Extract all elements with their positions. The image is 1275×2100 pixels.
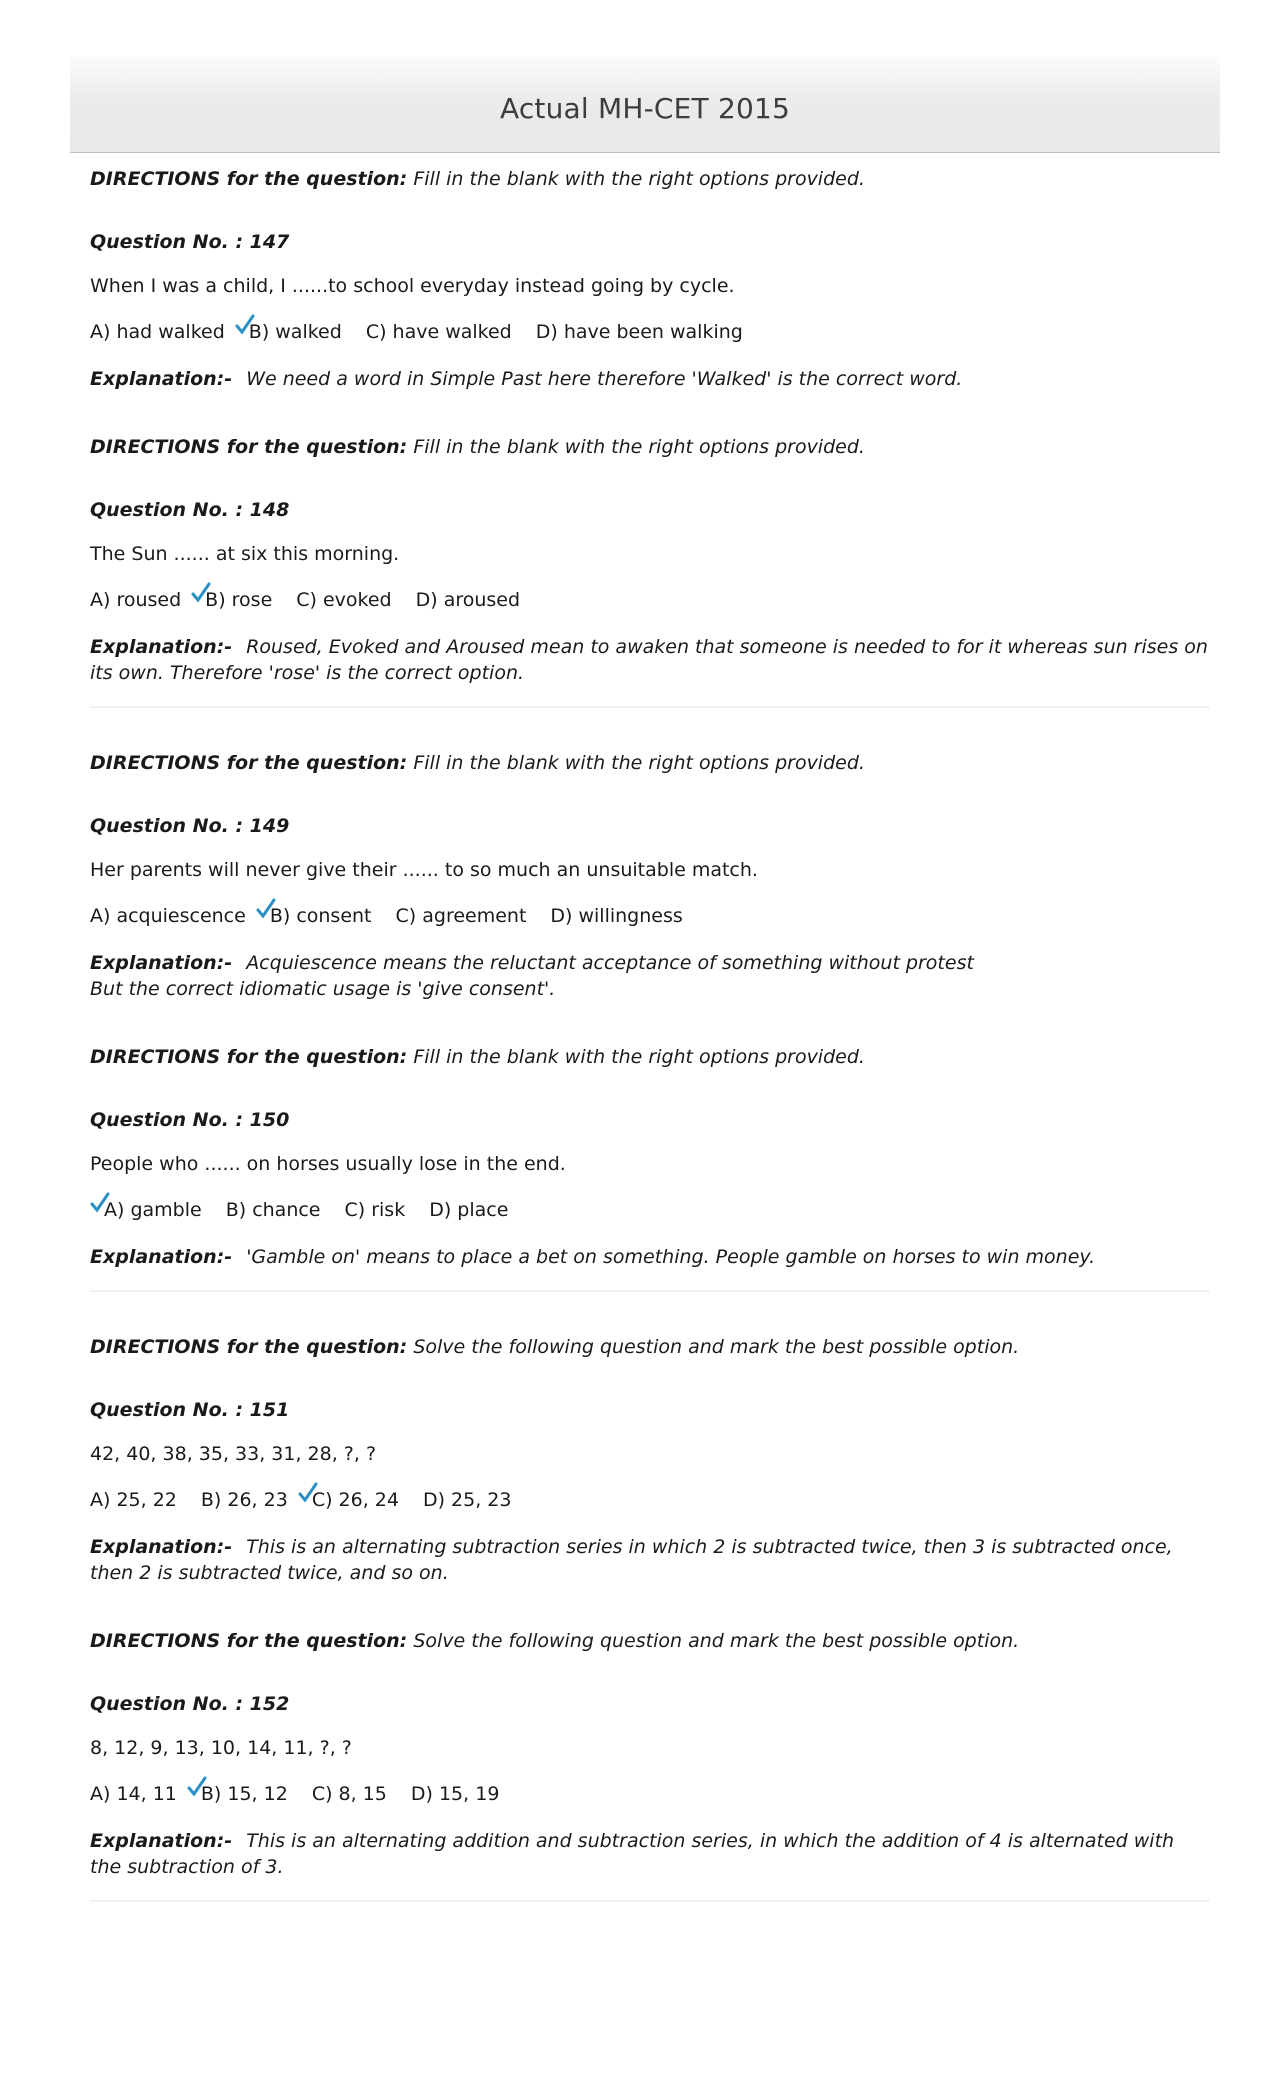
question-number: Question No. : 149 xyxy=(90,815,290,837)
option-c[interactable]: C) evoked xyxy=(296,589,392,611)
directions-label: DIRECTIONS for the question: xyxy=(90,1336,408,1358)
directions-label: DIRECTIONS for the question: xyxy=(90,752,408,774)
option-a[interactable]: A) acquiescence xyxy=(90,905,246,927)
options xyxy=(90,902,1210,930)
directions xyxy=(90,750,1210,777)
directions-label: DIRECTIONS for the question: xyxy=(90,1046,408,1068)
question-number: Question No. : 147 xyxy=(90,231,290,253)
option-c-label: C) 26, 24 xyxy=(311,1489,399,1511)
explanation xyxy=(90,1828,1210,1880)
question-block-152 xyxy=(90,1628,1210,1902)
option-a-label: A) gamble xyxy=(104,1199,202,1221)
directions-text: Fill in the blank with the right options provided. xyxy=(413,1046,865,1068)
option-c-correct[interactable] xyxy=(312,1486,399,1514)
option-b-correct[interactable] xyxy=(249,318,342,346)
option-a[interactable]: A) roused xyxy=(90,589,182,611)
option-d[interactable]: D) place xyxy=(429,1199,509,1221)
option-b[interactable]: B) 26, 23 xyxy=(200,1489,288,1511)
question-block-148 xyxy=(90,434,1210,708)
option-a[interactable]: A) 14, 11 xyxy=(90,1783,177,1805)
question-number: Question No. : 151 xyxy=(90,1399,290,1421)
option-d[interactable]: D) have been walking xyxy=(535,321,743,343)
question-block-147 xyxy=(90,166,1210,392)
option-b[interactable]: B) chance xyxy=(225,1199,321,1221)
option-a[interactable]: A) 25, 22 xyxy=(90,1489,177,1511)
question-text: When I was a child, I ......to school everyday instead going by cycle. xyxy=(90,275,735,297)
option-b-label: B) 15, 12 xyxy=(200,1783,288,1805)
options xyxy=(90,1780,1210,1808)
explanation-label: Explanation:- xyxy=(90,368,233,390)
question-text: 8, 12, 9, 13, 10, 14, 11, ?, ? xyxy=(90,1737,352,1759)
explanation-text: Acquiescence means the reluctant acceptance of something without protest xyxy=(246,952,974,974)
question-block-150 xyxy=(90,1044,1210,1292)
option-a[interactable]: A) had walked xyxy=(90,321,225,343)
directions-text: Fill in the blank with the right options provided. xyxy=(413,436,865,458)
question-block-151 xyxy=(90,1334,1210,1586)
directions xyxy=(90,1044,1210,1071)
page-title: Actual MH-CET 2015 xyxy=(499,92,791,125)
question-number: Question No. : 150 xyxy=(90,1109,290,1131)
checkmark-icon xyxy=(191,582,211,604)
checkmark-icon xyxy=(235,314,255,336)
directions-text: Fill in the blank with the right options provided. xyxy=(413,752,865,774)
directions xyxy=(90,166,1210,193)
directions-label: DIRECTIONS for the question: xyxy=(90,168,408,190)
explanation-label: Explanation:- xyxy=(90,1536,233,1558)
option-b-label: B) walked xyxy=(248,321,342,343)
option-d[interactable]: D) aroused xyxy=(415,589,521,611)
option-d[interactable]: D) 15, 19 xyxy=(410,1783,500,1805)
explanation-text-line-2: But the correct idiomatic usage is 'give consent'. xyxy=(90,978,556,1000)
directions xyxy=(90,434,1210,461)
directions xyxy=(90,1334,1210,1361)
directions xyxy=(90,1628,1210,1655)
explanation-label: Explanation:- xyxy=(90,1830,233,1852)
explanation-text: Roused, Evoked and Aroused mean to awaken that someone is needed to for it whereas sun rises on its own. Therefore 'rose' is the correct option. xyxy=(90,636,1208,684)
directions-label: DIRECTIONS for the question: xyxy=(90,436,408,458)
explanation-text: This is an alternating addition and subtraction series, in which the addition of 4 is alternated with the subtraction of 3. xyxy=(90,1830,1175,1878)
explanation xyxy=(90,1244,1210,1270)
option-c[interactable]: C) agreement xyxy=(395,905,527,927)
explanation-label: Explanation:- xyxy=(90,952,233,974)
options xyxy=(90,586,1210,614)
question-number: Question No. : 148 xyxy=(90,499,290,521)
explanation-text: 'Gamble on' means to place a bet on something. People gamble on horses to win money. xyxy=(246,1246,1096,1268)
directions-text: Solve the following question and mark the best possible option. xyxy=(413,1336,1020,1358)
option-a-correct[interactable] xyxy=(104,1196,202,1224)
explanation-text: This is an alternating subtraction series in which 2 is subtracted twice, then 3 is subtracted once, then 2 is subtracted twice, and so on. xyxy=(90,1536,1173,1584)
explanation-label: Explanation:- xyxy=(90,1246,233,1268)
explanation xyxy=(90,366,1210,392)
options xyxy=(90,1196,1210,1224)
option-d[interactable]: D) willingness xyxy=(550,905,683,927)
explanation xyxy=(90,1534,1210,1586)
explanation xyxy=(90,950,1210,1002)
explanation-text: We need a word in Simple Past here therefore 'Walked' is the correct word. xyxy=(246,368,963,390)
option-c[interactable]: C) 8, 15 xyxy=(311,1783,387,1805)
page-header xyxy=(70,56,1220,153)
question-text: The Sun ...... at six this morning. xyxy=(90,543,400,565)
checkmark-icon xyxy=(90,1192,110,1214)
checkmark-icon xyxy=(256,898,276,920)
directions-text: Fill in the blank with the right options provided. xyxy=(413,168,865,190)
question-block-149 xyxy=(90,750,1210,1002)
question-text: 42, 40, 38, 35, 33, 31, 28, ?, ? xyxy=(90,1443,377,1465)
option-b-correct[interactable] xyxy=(201,1780,288,1808)
question-text: Her parents will never give their ...... to so much an unsuitable match. xyxy=(90,859,758,881)
option-c[interactable]: C) risk xyxy=(344,1199,406,1221)
option-b-label: B) rose xyxy=(205,589,273,611)
option-b-correct[interactable] xyxy=(270,902,372,930)
explanation xyxy=(90,634,1210,686)
option-d[interactable]: D) 25, 23 xyxy=(422,1489,512,1511)
question-number: Question No. : 152 xyxy=(90,1693,290,1715)
question-list xyxy=(90,166,1210,1920)
directions-text: Solve the following question and mark the best possible option. xyxy=(413,1630,1020,1652)
option-b-correct[interactable] xyxy=(205,586,272,614)
checkmark-icon xyxy=(298,1482,318,1504)
options xyxy=(90,318,1210,346)
question-text: People who ...... on horses usually lose in the end. xyxy=(90,1153,566,1175)
option-b-label: B) consent xyxy=(269,905,372,927)
options xyxy=(90,1486,1210,1514)
explanation-label: Explanation:- xyxy=(90,636,233,658)
checkmark-icon xyxy=(187,1776,207,1798)
option-c[interactable]: C) have walked xyxy=(365,321,512,343)
directions-label: DIRECTIONS for the question: xyxy=(90,1630,408,1652)
